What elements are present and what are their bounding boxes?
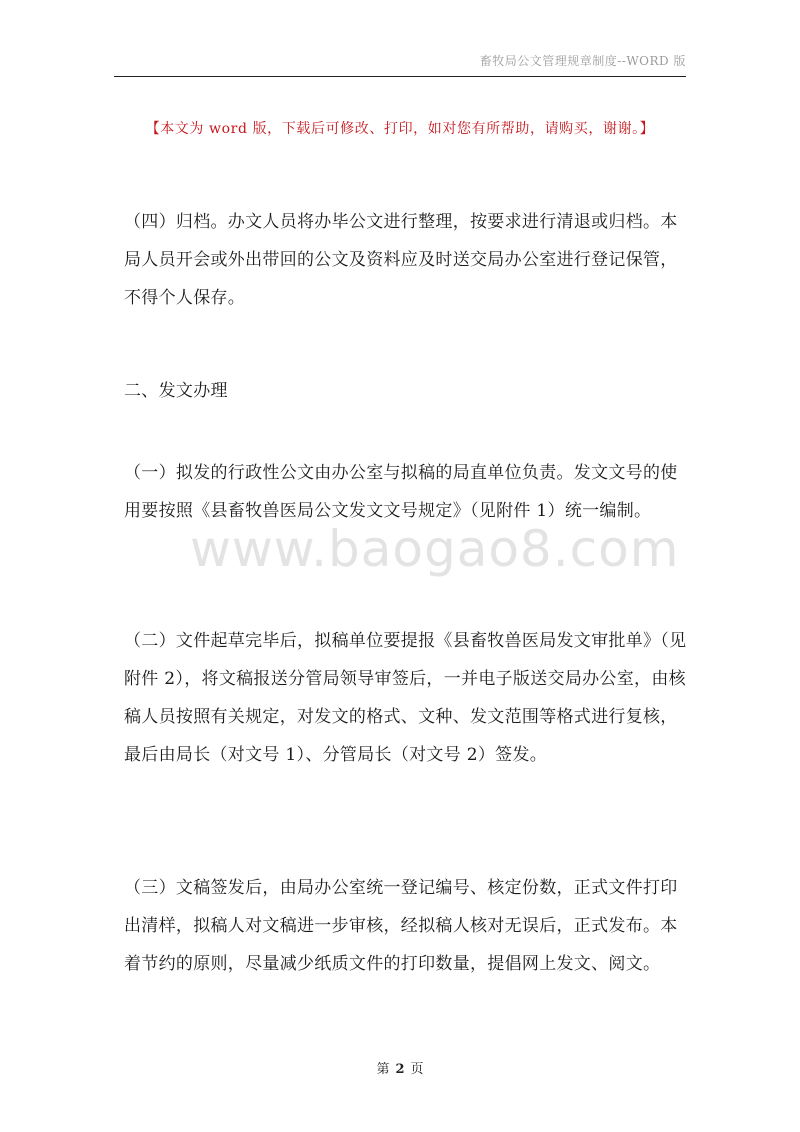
paragraph-outgoing-1: （一）拟发的行政性公文由办公室与拟稿的局直单位负责。发文文号的使用要按照《县畜牧兽医局公文发文文号规定》（见附件 1）统一编制。 (124, 463, 678, 521)
running-header: 畜牧局公文管理规章制度--WORD 版 (479, 54, 686, 68)
header-rule (114, 76, 686, 77)
watermark: www.baogao8.com (190, 520, 680, 578)
footer-suffix: 页 (410, 1062, 424, 1077)
section-heading-outgoing: 二、发文办理 (124, 381, 228, 401)
page-footer (0, 1058, 800, 1077)
paragraph-outgoing-3: （三）文稿签发后，由局办公室统一登记编号、核定份数，正式文件打印出清样，拟稿人对文稿进一步审核，经拟稿人核对无误后，正式发布。本着节约的原则，尽量减少纸质文件的打印数量，提倡网上发文、阅文。 (124, 878, 678, 974)
paragraph-archiving: （四）归档。办文人员将办毕公文进行整理，按要求进行清退或归档。本局人员开会或外出带回的公文及资料应及时送交局办公室进行登记保管，不得个人保存。 (124, 212, 678, 308)
footer-prefix: 第 (376, 1062, 390, 1077)
page-number: 2 (395, 1062, 405, 1077)
paragraph-outgoing-2: （二）文件起草完毕后，拟稿单位要提报《县畜牧兽医局发文审批单》（见附件 2），将文稿报送分管局领导审签后，一并电子版送交局办公室，由核稿人员按照有关规定，对发文的格式、文种、发文范围等格式进行复核，最后由局长（对文号 1）、分管局长（对文号 2）签发。 (124, 631, 687, 765)
download-notice: 【本文为 word 版，下载后可修改、打印，如对您有所帮助，请购买，谢谢。】 (145, 121, 655, 137)
